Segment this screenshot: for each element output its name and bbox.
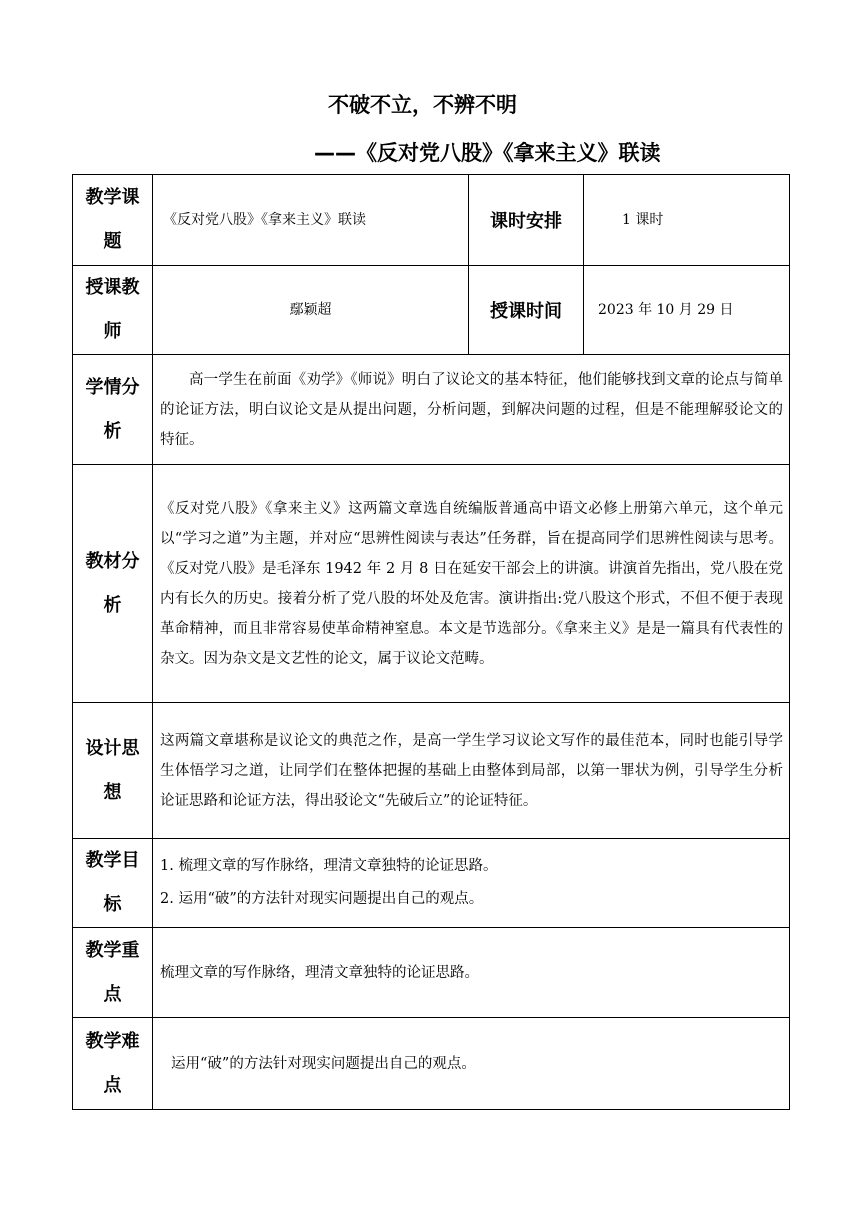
row-design-idea xyxy=(73,703,790,839)
label-schedule: 课时安排 xyxy=(469,175,584,266)
value-teacher: 鄢颖超 xyxy=(153,266,469,355)
objective-item: 1. 梳理文章的写作脉络，理清文章独特的论证思路。 xyxy=(160,858,498,874)
label-objectives: 教学目标 xyxy=(73,839,153,928)
objectives-list xyxy=(153,839,790,928)
row-objectives xyxy=(73,839,790,928)
text-difficulties: 运用“破”的方法针对现实问题提出自己的观点。 xyxy=(153,1018,790,1110)
text-student-analysis: 高一学生在前面《劝学》《师说》明白了议论文的基本特征，他们能够找到文章的论点与简单的论证方法，明白议论文是从提出问题，分析问题，到解决问题的过程，但是不能理解驳论文的特征。 xyxy=(153,355,790,465)
label-teacher: 授课教师 xyxy=(73,266,153,355)
text-design-idea: 这两篇文章堪称是议论文的典范之作，是高一学生学习议论文写作的最佳范本，同时也能引导学生体悟学习之道，让同学们在整体把握的基础上由整体到局部，以第一罪状为例，引导学生分析论证思路和论证方法，得出驳论文“先破后立”的论证特征。 xyxy=(153,703,790,839)
row-teacher xyxy=(73,266,790,355)
text-material-analysis: 《反对党八股》《拿来主义》这两篇文章选自统编版普通高中语文必修上册第六单元，这个单元以“学习之道”为主题，并对应“思辨性阅读与表达”任务群，旨在提高同学们思辨性阅读与思考。《反对党八股》是毛泽东 1942 年 2 月 8 日在延安干部会上的讲演。讲演首先指出，党八股在党内有长久的历史。接着分析了党八股的坏处及危害。演讲指出:党八股这个形式，不但不便于表现革命精神，而且非常容易使革命精神窒息。本文是节选部分。《拿来主义》是是一篇具有代表性的杂文。因为杂文是文艺性的论文，属于议论文范畴。 xyxy=(153,465,790,703)
row-key-points xyxy=(73,928,790,1018)
value-time: 2023 年 10 月 29 日 xyxy=(584,266,790,355)
label-design-idea: 设计思想 xyxy=(73,703,153,839)
row-student-analysis xyxy=(73,355,790,465)
value-topic: 《反对党八股》《拿来主义》联读 xyxy=(153,175,469,266)
label-material-analysis: 教材分析 xyxy=(73,465,153,703)
text-key-points: 梳理文章的写作脉络，理清文章独特的论证思路。 xyxy=(153,928,790,1018)
document-title: 不破不立，不辨不明 xyxy=(328,93,517,117)
row-material-analysis xyxy=(73,465,790,703)
label-time: 授课时间 xyxy=(469,266,584,355)
value-schedule: 1 课时 xyxy=(584,175,790,266)
label-topic: 教学课题 xyxy=(73,175,153,266)
lesson-plan-table xyxy=(72,174,790,1110)
objective-item: 2. 运用“破”的方法针对现实问题提出自己的观点。 xyxy=(160,891,484,907)
label-key-points: 教学重点 xyxy=(73,928,153,1018)
document-subtitle: ——《反对党八股》《拿来主义》联读 xyxy=(314,141,661,165)
label-student-analysis: 学情分析 xyxy=(73,355,153,465)
row-topic xyxy=(73,175,790,266)
label-difficulties: 教学难点 xyxy=(73,1018,153,1110)
row-difficulties xyxy=(73,1018,790,1110)
